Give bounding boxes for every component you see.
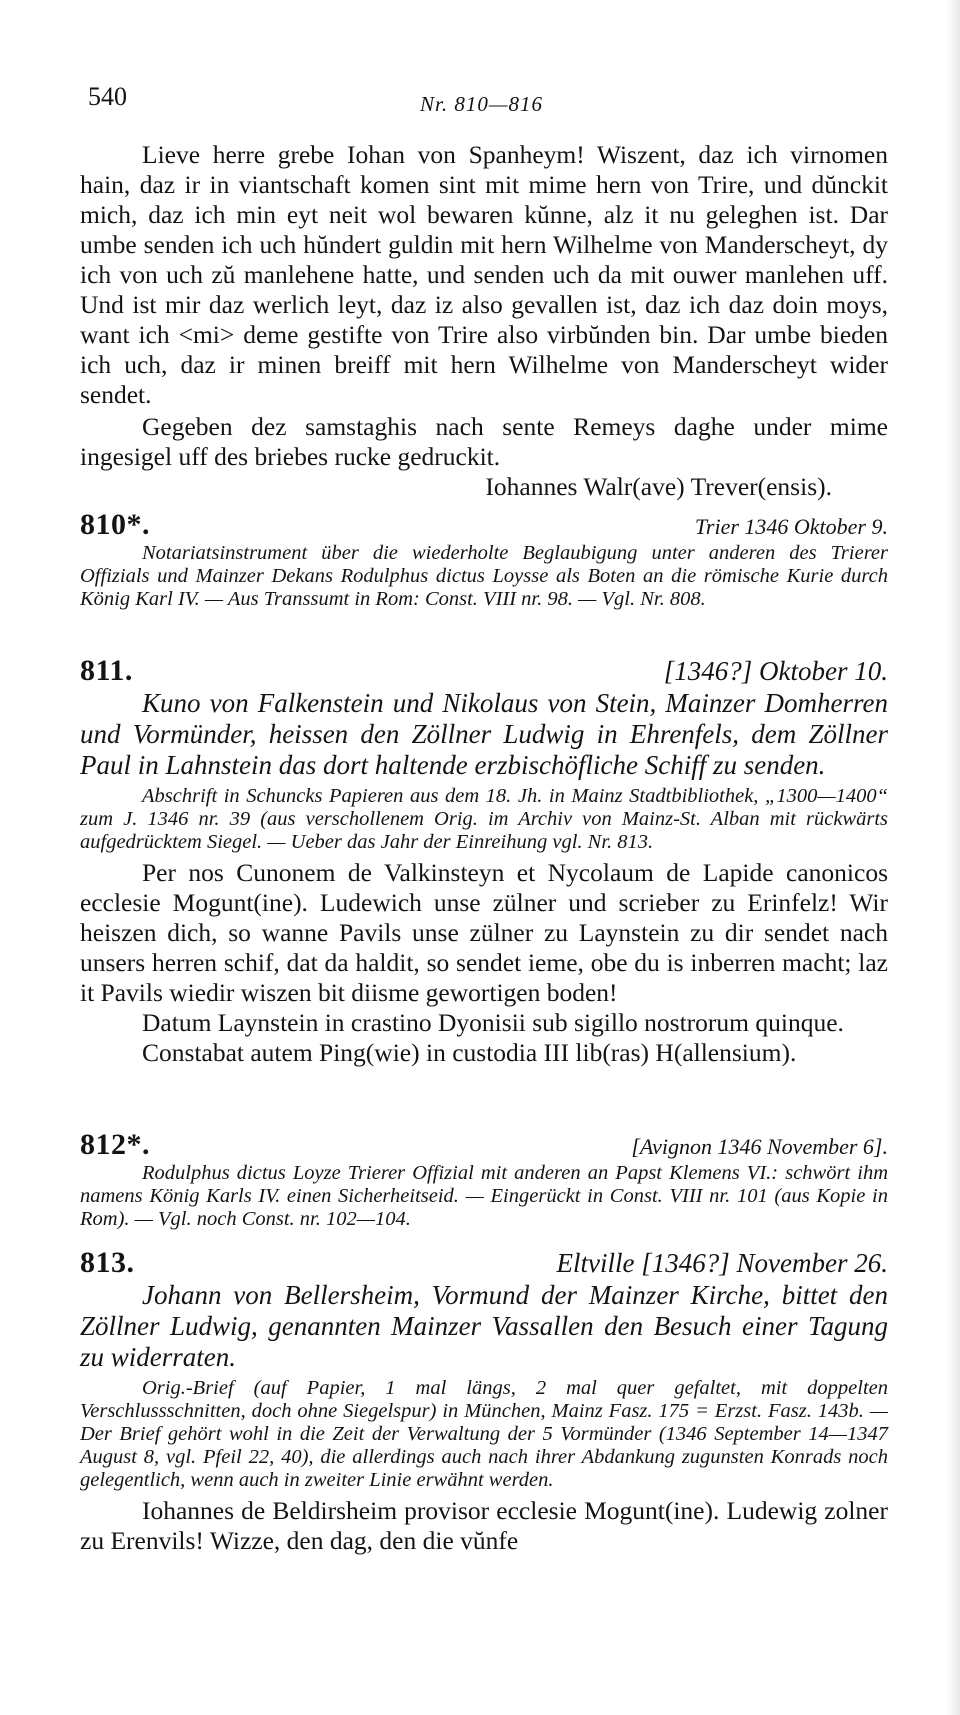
entry-text: Iohannes de Beldirsheim provisor ecclesie Mogunt(ine). Ludewig zolner zu Erenvils! Wizze, den dag, den die vŭnfe xyxy=(80,1496,888,1555)
running-title: Nr. 810—816 xyxy=(420,92,544,116)
letter-signature: Iohannes Walr(ave) Trever(ensis). xyxy=(485,472,832,501)
page-edge-shadow xyxy=(946,0,960,1715)
entry-regest: Johann von Bellersheim, Vormund der Mainzer Kirche, bittet den Zöllner Ludwig, genannten Mainzer Vassallen den Besuch einer Tagung zu widerraten. xyxy=(80,1280,888,1372)
entry-810 xyxy=(80,508,888,611)
entry-811 xyxy=(80,654,888,1068)
entry-date: Eltville [1346?] November 26. xyxy=(556,1248,888,1278)
entry-date: [Avignon 1346 November 6]. xyxy=(631,1134,888,1159)
letter-809-end xyxy=(80,140,888,502)
letter-paragraph: Lieve herre grebe Iohan von Spanheym! Wiszent, daz ich virnomen hain, daz ir in viantschaft komen sint mit mime hern von Trire, und dŭnckit mich, daz ich min eyt neit wol bewaren kŭnne, alz it nu geleghen ist. Dar umbe senden ich uch hŭndert guldin mit hern Wilhelme von Manderscheyt, dy ich von uch zŭ manlehene hatte, und senden uch da mit ouwer manlehen uff. Und ist mir daz werlich leyt, daz iz also gevallen ist, daz ich daz doin moys, want ich <mi> deme gestifte von Trire also virbŭnden bin. Dar umbe bieden ich uch, daz ir minen breiff mit hern Wilhelme von Manderscheyt wider sendet. xyxy=(80,140,888,409)
entry-number: 810*. xyxy=(80,508,150,541)
entry-number: 813. xyxy=(80,1246,135,1279)
entry-text: Per nos Cunonem de Valkinsteyn et Nycolaum de Lapide canonicos ecclesie Mogunt(ine). Ludewich unse zülner und scrieber zu Erinfelz! Wir heiszen dich, so wanne Pavils unse zülner zu Laynstein zu dir sendet nach unsers herren schif, dat da haldit, so sendet ieme, obe du is inberren macht; laz it Pavils wiedir wiszen bit diisme gewortigen boden! xyxy=(80,858,888,1007)
entry-date: [1346?] Oktober 10. xyxy=(663,656,888,686)
entry-number: 812*. xyxy=(80,1128,150,1161)
entry-number: 811. xyxy=(80,654,133,687)
entry-812 xyxy=(80,1128,888,1231)
entry-dating: Datum Laynstein in crastino Dyonisii sub sigillo nostrorum quinque. xyxy=(142,1008,844,1037)
entry-regest: Kuno von Falkenstein und Nikolaus von Stein, Mainzer Domherren und Vormünder, heissen den Zöllner Ludwig in Ehrenfels, dem Zöllner Paul in Lahnstein das dort haltende erzbischöfliche Schiff zu senden. xyxy=(80,688,888,780)
entry-note: Constabat autem Ping(wie) in custodia III lib(ras) H(allensium). xyxy=(142,1038,797,1067)
entry-summary: Rodulphus dictus Loyze Trierer Offizial mit anderen an Papst Klemens VI.: schwört ihm namens König Karls IV. einen Sicherheitseid. — Eingerückt in Const. VIII nr. 101 (aus Kopie in Rom). — Vgl. noch Const. nr. 102—104. xyxy=(80,1162,888,1230)
page-number: 540 xyxy=(88,82,127,111)
entry-source-note: Orig.-Brief (auf Papier, 1 mal längs, 2 mal quer gefaltet, mit doppelten Verschlussschnitten, doch ohne Siegelspur) in München, Mainz Fasz. 175 = Erzst. Fasz. 143b. — Der Brief gehört wohl in die Zeit der Verwaltung der 5 Vormünder (1346 September 14—1347 August 8, vgl. Pfeil 22, 40), die allerdings auch nach ihrer Abdankung zugunsten Konrads noch gelegentlich, wenn auch in zweiter Linie erwähnt werden. xyxy=(80,1377,888,1491)
entry-813 xyxy=(80,1246,888,1556)
entry-summary: Notariatsinstrument über die wiederholte Beglaubigung unter anderen des Trierer Offizials und Mainzer Dekans Rodulphus dictus Loysse als Boten an die römische Kurie durch König Karl IV. — Aus Transsumt in Rom: Const. VIII nr. 98. — Vgl. Nr. 808. xyxy=(80,542,888,610)
letter-dating: Gegeben dez samstaghis nach sente Remeys daghe under mime ingesigel uff des briebes rucke gedruckit. xyxy=(80,412,888,471)
entry-date: Trier 1346 Oktober 9. xyxy=(694,514,888,539)
entry-source-note: Abschrift in Schuncks Papieren aus dem 18. Jh. in Mainz Stadtbibliothek, „1300—1400“ zum J. 1346 nr. 39 (aus verschollenem Orig. im Archiv von Mainz-St. Alban mit rückwärts aufgedrücktem Siegel. — Ueber das Jahr der Einreihung vgl. Nr. 813. xyxy=(80,785,888,853)
